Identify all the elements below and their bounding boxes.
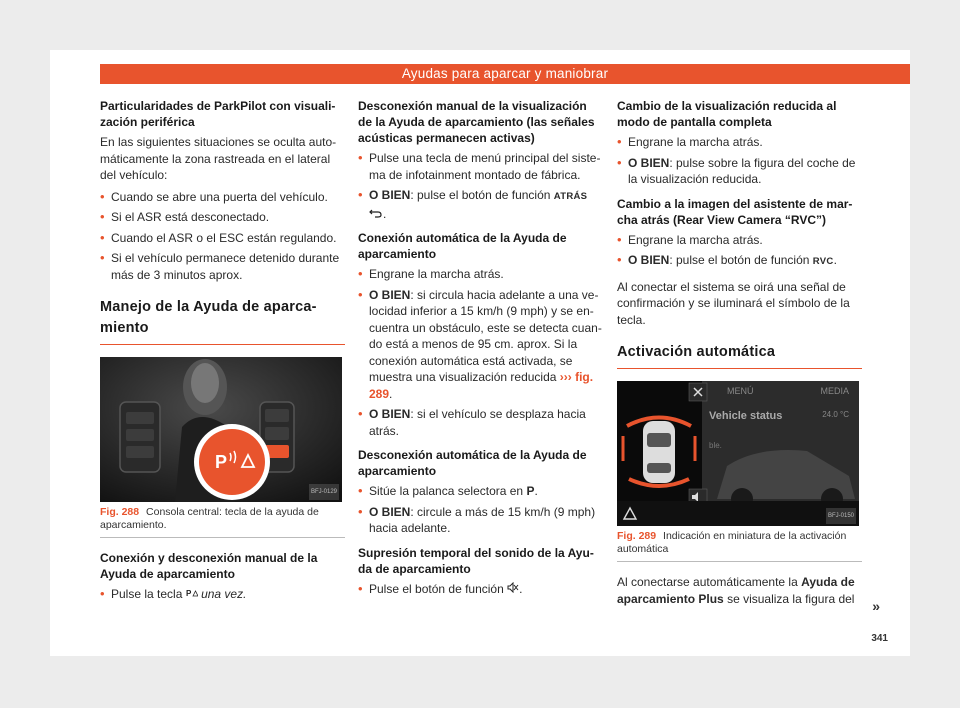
or-label: O BIEN — [628, 155, 670, 170]
mute-speaker-icon — [507, 582, 519, 593]
column-2 — [358, 98, 603, 601]
list-item: • Si el ASR está desconectado. — [100, 209, 345, 226]
heading-auto-connection: Conexión automática de la Ayuda de aparcamiento — [358, 231, 567, 261]
heading-manual-display-off: Desconexión manual de la visualización de la Ayuda de aparcamiento (las señales acústicas permanecen activas) — [358, 99, 595, 145]
figure-caption — [100, 502, 345, 538]
figure-number: Fig. 288 — [100, 506, 140, 518]
manual-page — [50, 50, 910, 656]
media-label: MEDIA — [820, 386, 849, 396]
figure-code: BFJ-0129 — [309, 484, 339, 501]
heading-rear-camera: Cambio a la imagen del asistente de marcha atrás (Rear View Camera “RVC”) — [617, 196, 853, 227]
key-label: ATRÁS — [553, 191, 588, 202]
text: : pulse el botón de función — [410, 188, 551, 202]
paragraph-auto-plus — [617, 574, 862, 607]
heading-change-to-full: Cambio de la visualización reducida al modo de pantalla completa — [617, 99, 837, 129]
text-bold: Ayuda de aparcamiento Plus — [617, 575, 855, 606]
or-label: O BIEN — [369, 504, 411, 519]
list-item: • Engrane la marcha atrás. — [617, 134, 862, 151]
or-label: O BIEN — [369, 407, 411, 421]
text: : pulse sobre la figura del coche de la visualización reducida. — [628, 155, 856, 186]
paragraph-confirmation: Al conectar el sistema se oirá una señal de confirmación y se iluminará el símbolo de la tecla. — [617, 279, 850, 327]
text: : pulse el botón de función — [669, 253, 810, 267]
list-item: • Cuando se abre una puerta del vehículo. — [100, 189, 345, 206]
continue-marker: » — [872, 598, 880, 614]
text-em: una vez. — [201, 587, 247, 601]
heading-auto-disconnection: Desconexión automática de la Ayuda de aparcamiento — [358, 448, 587, 478]
or-label: O BIEN — [369, 188, 411, 202]
list-item: • Cuando el ASR o el ESC están regulando. — [100, 230, 345, 247]
text: Sitúe la palanca selectora en — [369, 484, 524, 498]
or-label: O BIEN — [369, 287, 411, 302]
caption-text: Indicación en miniatura de la activación automática — [617, 530, 847, 555]
or-label: O BIEN — [628, 253, 670, 267]
list-item: • Pulse una tecla de menú principal del sistema de infotainment montado de fábrica. — [358, 150, 603, 183]
list-item — [358, 504, 603, 537]
column-3 — [617, 98, 862, 612]
heading-manual-connection: Conexión y desconexión manual de la Ayuda de aparcamiento — [100, 551, 318, 581]
svg-text:P: P — [215, 452, 228, 472]
text: : circule a más de 15 km/h (9 mph) hacia adelante. — [369, 504, 596, 535]
figure-code: BFJ-0150 — [826, 508, 856, 525]
center-console-photo — [100, 357, 342, 502]
section-heading-auto-activation: Activación automática — [617, 342, 862, 369]
page-number: 341 — [871, 633, 888, 644]
temperature-label: 24.0 °C — [822, 410, 849, 419]
heading-parkpilot-peripheral: Particularidades de ParkPilot con visualización periférica — [100, 99, 336, 129]
list-item: • Sitúe la palanca selectora en P. — [358, 483, 603, 500]
list-item — [358, 406, 603, 439]
infotainment-screen — [617, 381, 859, 526]
partial-text: ble. — [709, 441, 722, 450]
list-item — [617, 155, 862, 188]
list-item: • Engrane la marcha atrás. — [617, 232, 862, 249]
text: : si el vehículo se desplaza hacia atrás. — [369, 407, 586, 438]
key-label: P — [526, 484, 535, 498]
list-item: • O BIEN: si circula hacia adelante a una velocidad inferior a 15 km/h (9 mph) y se encuentra un obstáculo, este se detecta cuando está a menos de 95 cm. aprox. Si la conexión automática está activada, se muestra una visualización reducida ››› fig. 289. — [358, 287, 603, 403]
list-item: • Si el vehículo permanece detenido durante más de 3 minutos aprox. — [100, 250, 345, 283]
key-label: RVC — [812, 256, 834, 267]
text: se visualiza la figura del — [727, 591, 855, 606]
figure-288 — [100, 357, 342, 502]
list-item: • Engrane la marcha atrás. — [358, 266, 603, 283]
column-1 — [100, 98, 345, 607]
list-item: • O BIEN: pulse el botón de función ATRÁS . — [358, 187, 603, 222]
figure-number: Fig. 289 — [617, 530, 657, 542]
caption-text: Consola central: tecla de la ayuda de aparcamiento. — [100, 506, 319, 531]
list-item: • O BIEN: pulse el botón de función RVC. — [617, 252, 862, 271]
figure-289 — [617, 381, 859, 526]
figure-link[interactable]: ››› fig. 289 — [369, 370, 594, 401]
list-item — [100, 586, 345, 603]
text: Pulse el botón de función — [369, 581, 504, 596]
svg-text:P: P — [185, 589, 192, 598]
menu-label: MENÚ — [727, 386, 754, 396]
heading-sound-suppression: Supresión temporal del sonido de la Ayuda de aparcamiento — [358, 545, 594, 576]
page-header: Ayudas para aparcar y maniobrar — [100, 64, 910, 84]
list-item: • Pulse el botón de función . — [358, 581, 603, 598]
vehicle-status-label: Vehicle status — [709, 410, 783, 422]
park-assist-icon — [186, 588, 198, 598]
back-arrow-icon — [369, 208, 383, 218]
text: Pulse la tecla — [111, 587, 183, 601]
figure-caption — [617, 526, 862, 562]
section-heading-manejo: Manejo de la Ayuda de aparcamiento — [100, 297, 345, 345]
text: Al conectarse automáticamente la — [617, 575, 798, 589]
text: : si circula hacia adelante a una velocidad inferior a 15 km/h (9 mph) y se encuentra un obstáculo, este se detecta cuando está a menos de 95 cm. aprox. Si la conexión automática está activada, se muestra una visualización reducida — [369, 287, 602, 384]
paragraph-intro: En las siguientes situaciones se oculta automáticamente la zona rastreada en el lateral del vehículo: — [100, 135, 337, 182]
